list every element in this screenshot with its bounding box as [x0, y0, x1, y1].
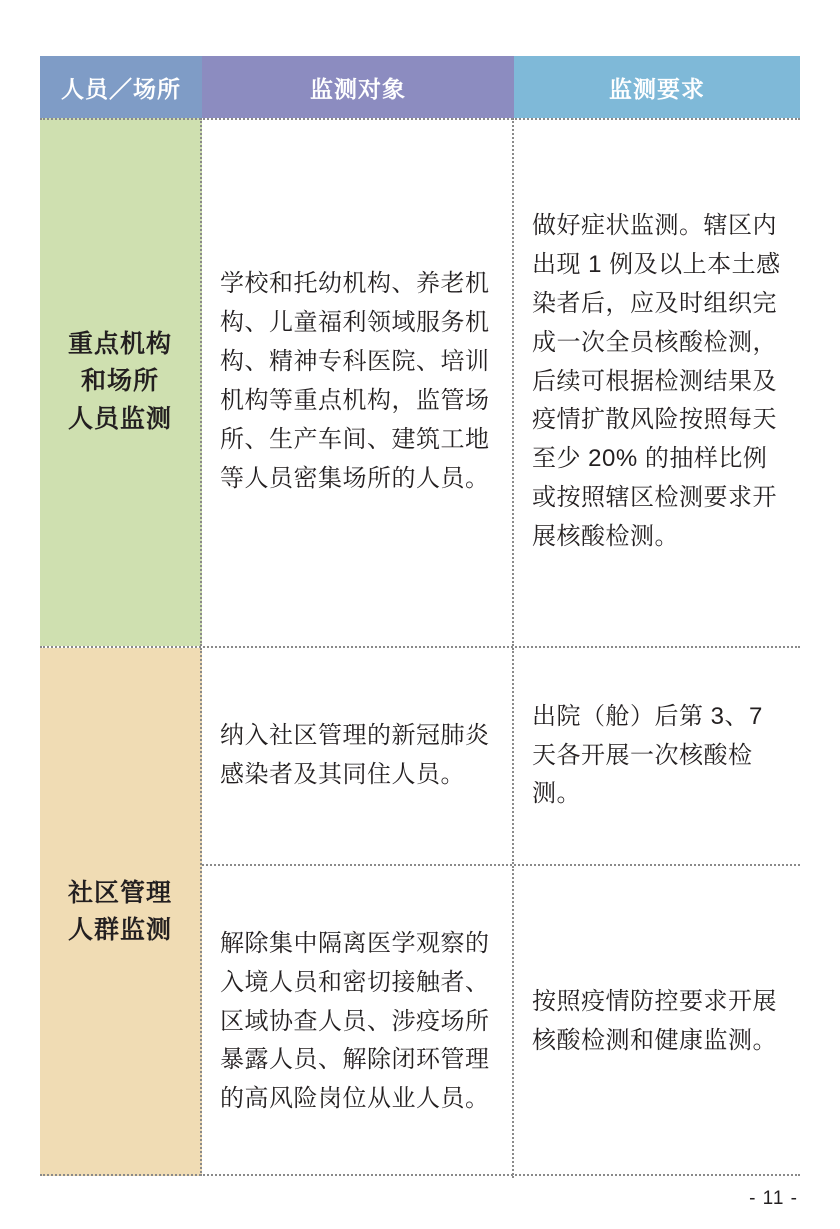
table-row	[202, 648, 800, 866]
table-bottom-rule	[40, 1174, 800, 1176]
category-line: 和场所	[80, 367, 159, 396]
table-header-row	[40, 56, 800, 118]
monitoring-table	[40, 56, 800, 1178]
category-line: 社区管理	[67, 878, 172, 907]
table-header-monitoring-target: 监测对象	[202, 56, 514, 118]
table-row	[40, 648, 800, 1178]
page-number: - 11 -	[749, 1188, 798, 1209]
table-header-personnel-location: 人员／场所	[40, 56, 202, 118]
category-line: 人员监测	[67, 404, 172, 433]
category-line: 重点机构	[67, 329, 172, 358]
monitoring-target-text: 学校和托幼机构、养老机构、儿童福利领域服务机构、精神专科医院、培训机构等重点机构，监管场所、生产车间、建筑工地等人员密集场所的人员。	[202, 118, 514, 646]
monitoring-requirement-text: 做好症状监测。辖区内出现 1 例及以上本土感染者后，应及时组织完成一次全员核酸检测，后续可根据检测结果及疫情扩散风险按照每天至少 20% 的抽样比例或按照辖区检测要求开展核酸检测。	[532, 212, 781, 551]
category-key-institutions	[40, 118, 202, 646]
category-community-managed-population	[40, 648, 202, 1176]
monitoring-requirement-text: 出院（舱）后第 3、7 天各开展一次核酸检测。	[532, 702, 763, 808]
monitoring-target-text: 纳入社区管理的新冠肺炎感染者及其同住人员。	[202, 648, 514, 864]
category-line: 人群监测	[67, 916, 172, 944]
table-row	[202, 866, 800, 1178]
monitoring-target-text: 解除集中隔离医学观察的入境人员和密切接触者、区域协查人员、涉疫场所暴露人员、解除闭环管理的高风险岗位从业人员。	[202, 866, 514, 1178]
table-top-rule	[40, 118, 800, 120]
category-rows-group	[202, 648, 800, 1178]
table-header-monitoring-requirement: 监测要求	[514, 56, 800, 118]
table-row	[40, 118, 800, 648]
monitoring-requirement-text: 按照疫情防控要求开展核酸检测和健康监测。	[532, 988, 777, 1054]
